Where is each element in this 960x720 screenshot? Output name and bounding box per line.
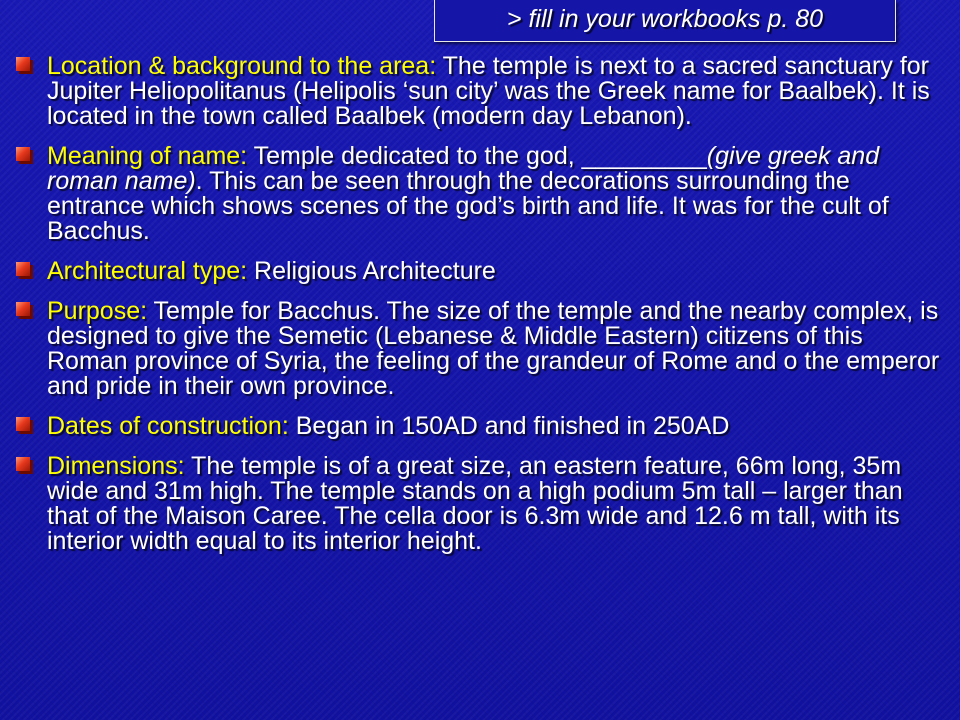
bullet-purpose (0, 299, 960, 399)
red-square-bullet-icon (16, 57, 30, 71)
workbook-note-text: > fill in your workbooks p. 80 (506, 5, 824, 33)
red-square-bullet-icon (16, 302, 30, 316)
red-square-bullet-icon (16, 147, 30, 161)
bullet-label: Dimensions: (47, 452, 185, 480)
bullet-label: Dates of construction: (47, 412, 289, 440)
bullet-text: Began in 150AD and finished in 250AD (288, 412, 730, 440)
bullet-meaning-of-name (0, 144, 960, 244)
bullet-architectural-type (0, 259, 960, 284)
bullet-text: Religious Architecture (247, 257, 496, 285)
bullet-dimensions (0, 454, 960, 554)
bullet-text: The temple is next to a sacred sanctuary for Jupiter Heliopolitanus (Helipolis ‘sun city’ was the Greek name for Baalbek). It is located in the town called Baalbek (modern day Lebanon). (47, 52, 930, 130)
info-bullet-list (0, 54, 960, 569)
bullet-dates-of-construction (0, 414, 960, 439)
bullet-text: Temple for Bacchus. The size of the temple and the nearby complex, is designed to give the Semetic (Lebanese & Middle Eastern) citizens of this Roman province of Syria, the feeling of the grandeur of Rome and o the emperor and pride in their own province. (47, 297, 940, 400)
bullet-label: Location & background to the area: (47, 52, 437, 80)
bullet-text-italic: (give greek and roman name) (47, 142, 880, 195)
bullet-label: Meaning of name: (47, 142, 248, 170)
bullet-text: . This can be seen through the decorations surrounding the entrance which shows scenes of the god’s birth and life. It was for the cult of Bacchus. (47, 167, 889, 245)
bullet-text: The temple is of a great size, an eastern feature, 66m long, 35m wide and 31m high. The temple stands on a high podium 5m tall – larger than that of the Maison Caree. The cella door is 6.3m wide and 12.6 m tall, with its interior width equal to its interior height. (47, 452, 903, 555)
bullet-text: Temple dedicated to the god, _________ (247, 142, 707, 170)
bullet-location (0, 54, 960, 129)
red-square-bullet-icon (16, 262, 30, 276)
red-square-bullet-icon (16, 417, 30, 431)
bullet-label: Architectural type: (47, 257, 248, 285)
workbook-note (434, 0, 896, 42)
red-square-bullet-icon (16, 457, 30, 471)
bullet-label: Purpose: (47, 297, 148, 325)
